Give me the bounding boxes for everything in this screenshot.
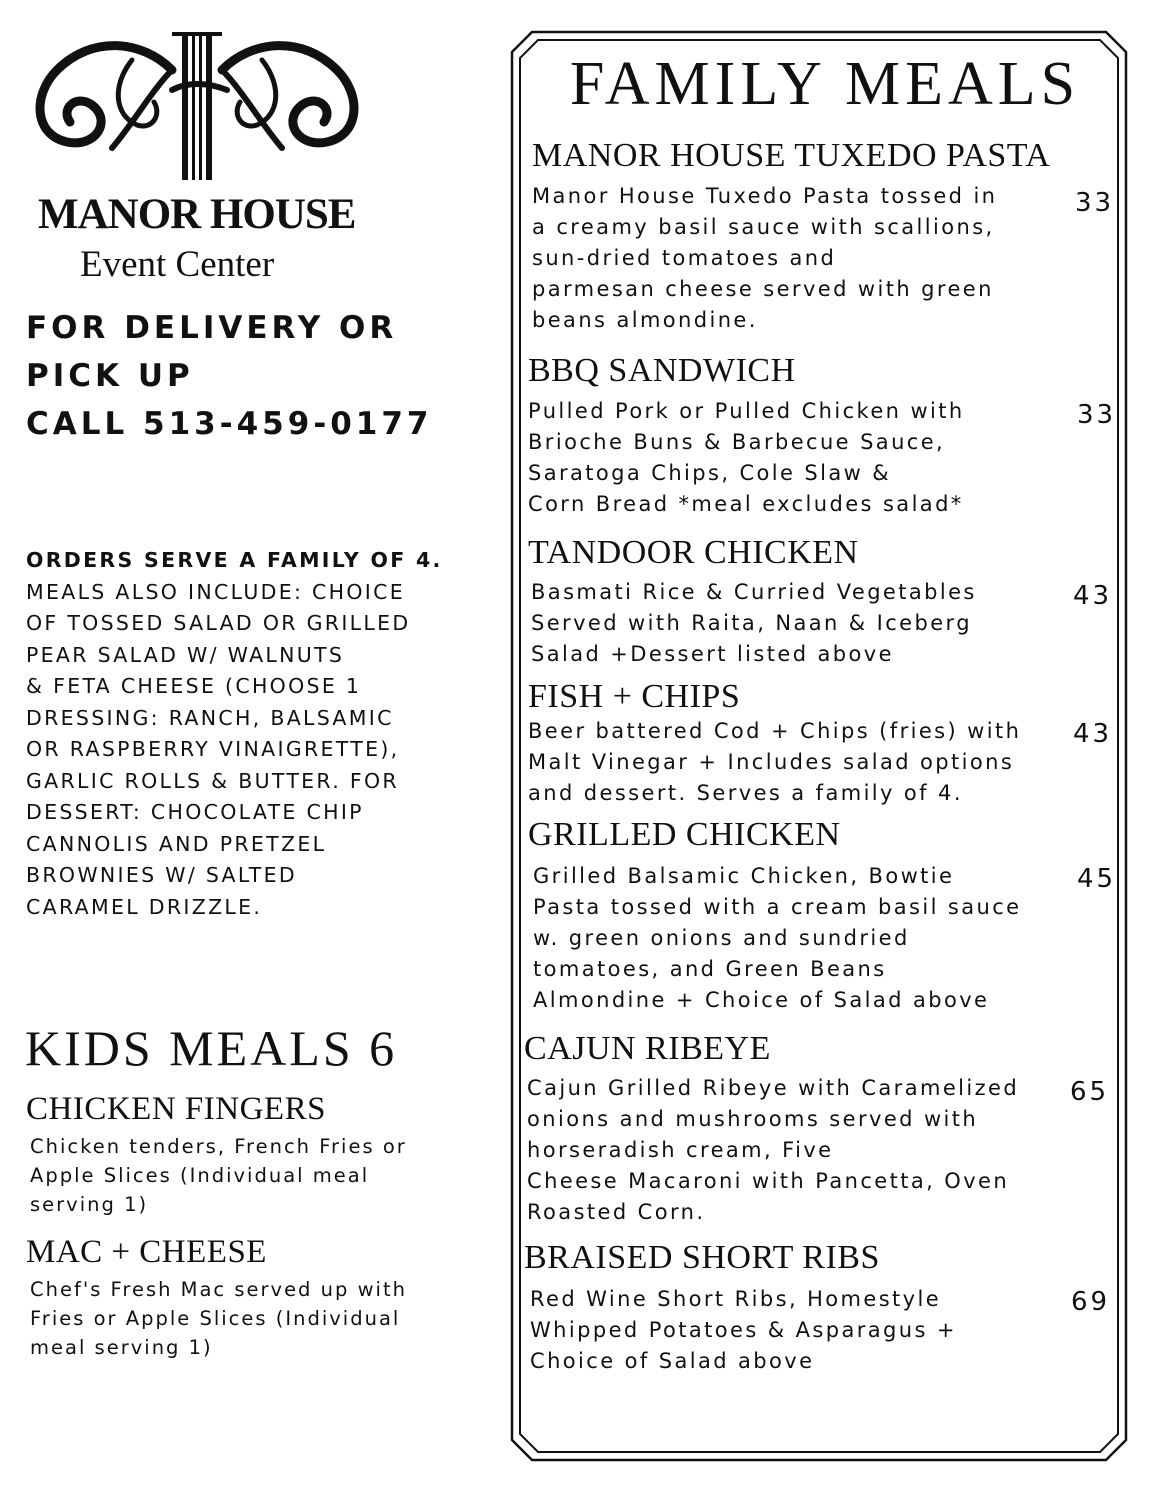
info-line: DRESSING: RANCH, BALSAMIC (26, 705, 394, 730)
family-item-line: horseradish cream, Five (527, 1138, 834, 1162)
family-item-line: Manor House Tuxedo Pasta tossed in (532, 184, 998, 208)
family-item-line: Salad +Dessert listed above (531, 642, 894, 666)
family-item-line: a creamy basil sauce with scallions, (532, 215, 995, 239)
family-item-price: 43 (1073, 581, 1113, 611)
info-line: DESSERT: CHOCOLATE CHIP (26, 800, 364, 824)
family-item-line: Whipped Potatoes & Asparagus + (530, 1318, 957, 1342)
family-item-description (533, 861, 1021, 1016)
info-line: CANNOLIS AND PRETZEL (26, 831, 327, 856)
family-item-line: Roasted Corn. (527, 1200, 706, 1224)
family-item-price: 69 (1071, 1287, 1111, 1317)
family-item-name: BRAISED SHORT RIBS (524, 1239, 880, 1276)
family-item-description (531, 577, 977, 670)
family-item-name: BBQ SANDWICH (528, 352, 796, 389)
family-item-name: TANDOOR CHICKEN (528, 534, 859, 571)
family-item-line: w. green onions and sundried (533, 926, 910, 950)
mh-monogram-icon (22, 30, 372, 190)
family-item-line: Beer battered Cod + Chips (fries) with (528, 719, 1022, 743)
family-item-line: Cheese Macaroni with Pancetta, Oven (527, 1169, 1010, 1193)
family-item-line: Basmati Rice & Curried Vegetables (531, 580, 977, 604)
kids-item-line: meal serving 1) (30, 1336, 213, 1359)
family-item-line: Cajun Grilled Ribeye with Caramelized (527, 1076, 1020, 1100)
kids-item-line: Apple Slices (Individual meal (30, 1164, 370, 1187)
meal-info-block (26, 545, 466, 923)
info-heading: ORDERS SERVE A FAMILY OF 4. (26, 548, 443, 572)
contact-phone: CALL 513-459-0177 (26, 406, 433, 442)
info-line: OF TOSSED SALAD OR GRILLED (26, 611, 411, 635)
family-item-name: MANOR HOUSE TUXEDO PASTA (532, 137, 1051, 174)
kids-item-line: Fries or Apple Slices (Individual (30, 1307, 401, 1330)
family-item-line: and dessert. Serves a family of 4. (528, 781, 963, 805)
kids-item-line: Chicken tenders, French Fries or (30, 1135, 407, 1158)
family-item-line: Pulled Pork or Pulled Chicken with (528, 399, 965, 423)
info-line: OR RASPBERRY VINAIGRETTE), (26, 737, 400, 761)
family-item-line: beans almondine. (532, 308, 758, 332)
family-meals-title: FAMILY MEALS (569, 50, 1081, 118)
family-item-price: 33 (1077, 400, 1117, 430)
family-item-line: parmesan cheese served with green (532, 277, 994, 301)
info-line: PEAR SALAD W/ WALNUTS (26, 642, 345, 667)
family-item-line: Grilled Balsamic Chicken, Bowtie (533, 864, 955, 888)
brand-subtitle: Event Center (80, 244, 275, 285)
family-item-description (530, 1284, 957, 1377)
family-item-name: GRILLED CHICKEN (528, 816, 841, 853)
family-item-line: Saratoga Chips, Cole Slaw & (528, 461, 892, 485)
kids-meals-title: KIDS MEALS 6 (25, 1020, 398, 1076)
family-item-line: Pasta tossed with a cream basil sauce (533, 895, 1022, 919)
kids-item-line: Chef's Fresh Mac served up with (30, 1278, 407, 1301)
family-item-description (528, 396, 965, 520)
brand-name: MANOR HOUSE (38, 191, 356, 238)
family-item-line: sun-dried tomatoes and (532, 246, 837, 270)
family-item-price: 65 (1070, 1077, 1110, 1107)
kids-item-line: serving 1) (30, 1193, 149, 1216)
family-item-name: CAJUN RIBEYE (524, 1030, 771, 1067)
contact-line: PICK UP (26, 358, 194, 394)
brand-logo (22, 30, 372, 285)
family-item-description (532, 181, 997, 336)
family-item-line: onions and mushrooms served with (527, 1107, 979, 1131)
family-item-line: Red Wine Short Ribs, Homestyle (530, 1287, 942, 1311)
kids-item-description (30, 1132, 460, 1219)
kids-item-description (30, 1275, 460, 1362)
info-line: BROWNIES W/ SALTED (26, 863, 297, 887)
family-item-description (528, 716, 1021, 809)
family-item-description (527, 1073, 1019, 1228)
family-item-line: Brioche Buns & Barbecue Sauce, (528, 430, 946, 454)
info-line: CARAMEL DRIZZLE. (26, 894, 263, 919)
family-item-line: Malt Vinegar + Includes salad options (528, 750, 1015, 774)
family-item-price: 43 (1073, 719, 1113, 749)
family-item-line: Almondine + Choice of Salad above (533, 988, 990, 1012)
kids-item-name: CHICKEN FINGERS (26, 1091, 326, 1127)
contact-block (26, 304, 476, 448)
family-item-price: 45 (1077, 864, 1117, 894)
family-item-line: Corn Bread *meal excludes salad* (528, 492, 964, 516)
family-item-line: Choice of Salad above (530, 1349, 815, 1373)
family-item-name: FISH + CHIPS (528, 678, 741, 715)
info-line: MEALS ALSO INCLUDE: CHOICE (26, 579, 405, 604)
info-line: & FETA CHEESE (CHOOSE 1 (26, 674, 362, 698)
contact-line: FOR DELIVERY OR (26, 310, 398, 346)
family-item-price: 33 (1075, 188, 1115, 218)
info-line: GARLIC ROLLS & BUTTER. FOR (26, 768, 399, 793)
kids-item-name: MAC + CHEESE (26, 1234, 267, 1270)
family-item-line: Served with Raita, Naan & Iceberg (531, 611, 972, 635)
family-item-line: tomatoes, and Green Beans (533, 957, 887, 981)
